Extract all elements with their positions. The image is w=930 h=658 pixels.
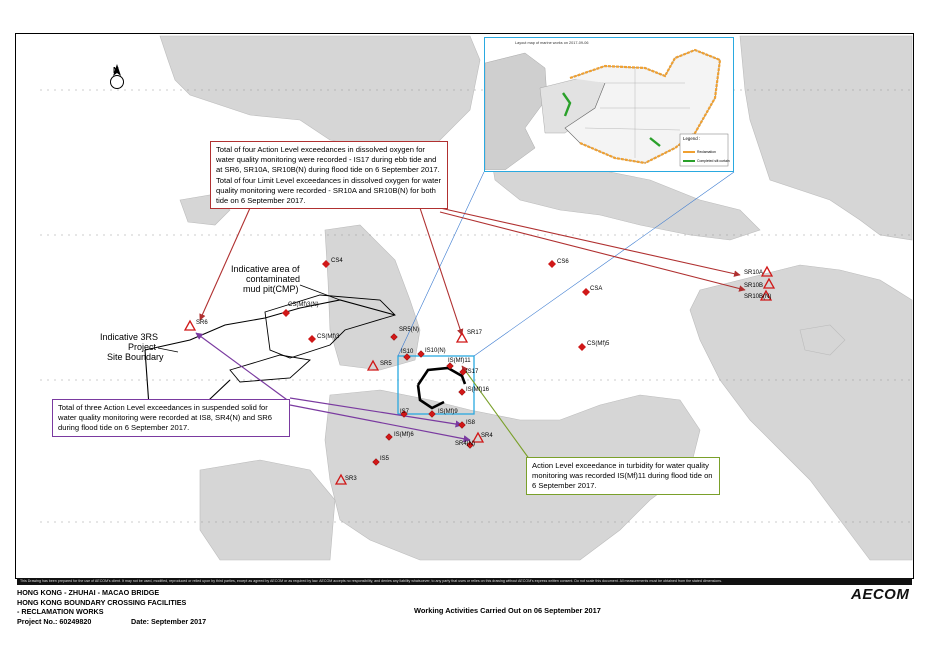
drawing-title: Working Activities Carried Out on 06 September 2017 [414,606,601,615]
turbidity-callout [526,457,720,495]
inset-legend-title: Legend : [683,136,701,141]
station-label-IS-Mf-6: IS(Mf)6 [394,432,414,438]
station-label-IS17: IS17 [466,369,479,375]
station-label-IS-Mf-16: IS(Mf)16 [466,387,490,393]
inset-legend-reclamation: Reclamation [697,150,716,154]
land-east-island [690,265,912,560]
station-label-SR10B-N: SR10B(N) [744,294,772,300]
cmp-note-line3: mud pit(CMP) [243,284,299,294]
station-label-IS-Mf-11: IS(Mf)11 [448,358,471,364]
cmp-note-line2: contaminated [246,274,301,284]
project-title-line2: HONG KONG BOUNDARY CROSSING FACILITIES [17,597,187,607]
reclamation-works-outline [418,368,465,408]
north-label: N [113,66,119,75]
station-label-IS10: IS10 [401,349,414,355]
station-marker-sr6 [185,321,195,330]
station-label-CSA: CSA [590,286,603,292]
station-label-SR4-N: SR4(N) [455,441,476,447]
inset-legend-silt-curtain: Completed silt curtain [697,159,730,163]
station-label-SR5-N: SR5(N) [399,327,420,333]
aecom-logo: AECOM [851,586,910,603]
station-label-CS-Mf-5: CS(Mf)5 [587,341,610,347]
turbidity-callout-text: Action Level exceedance in turbidity for water quality monitoring was recorded IS(Mf)11 during flood tide on 6 September 2017. [532,461,713,491]
land-north-left [160,36,480,150]
station-label-CS-Mf-3-N: CS(Mf)3(N) [288,302,319,308]
ss-callout [52,399,290,437]
station-marker-csmf3n [282,309,290,317]
inset-land-left [485,53,547,170]
project-title-line1: HONG KONG - ZHUHAI - MACAO BRIDGE [17,588,160,597]
station-label-SR6: SR6 [196,320,208,326]
station-marker-ismf16 [459,389,466,396]
do-callout-text: Total of four Action Level exceedances in dissolved oxygen for water quality monitoring were recorded - IS17 during ebb tide and at SR6, SR10A, SR10B(N) during flood tide on 6 September 2017. Total of four Limit Level exceedances in dissolved oxygen for water quality monitoring were recorded - SR10A and SR10B(N) for both tide on 6 September 2017. [216,145,441,206]
station-label-SR3: SR3 [345,476,357,482]
project-title-line3: - RECLAMATION WORKS [17,607,104,617]
lantau-west [200,460,335,560]
ss-callout-text: Total of three Action Level exceedances in suspended solid for water quality monitoring were recorded at IS8, SR4(N) and SR6 during flood tide on 6 September 2017. [58,403,272,433]
station-marker-cs6 [548,260,556,268]
station-label-IS10-N: IS10(N) [425,348,446,354]
land-north-right [740,36,912,240]
site-note-line2: Project [128,342,157,352]
station-marker-csmf5 [578,343,586,351]
station-label-CS6: CS6 [557,259,569,265]
disclaimer-strip: This Drawing has been prepared for the use of AECOM's client. It may not be used, modified, reproduced or relied upon by third parties, except as agreed by AECOM or as required by law. AECOM accepts no responsibility, and denies any liability whatsoever, to any party that uses or relies on this drawing without AECOM's express written consent. Do not scale this document. All measurements must be obtained from the stated dimensions. [17,578,912,585]
station-label-SR5: SR5 [380,361,392,367]
site-note-line1: Indicative 3RS [100,332,159,342]
station-marker-csmf3 [308,335,316,343]
station-label-CS4: CS4 [331,258,343,264]
cmp-note-line1: Indicative area of [231,264,300,274]
station-label-SR17: SR17 [467,330,483,336]
station-label-SR10A: SR10A [744,270,764,276]
inset-map-drawing [485,38,732,170]
do-callout [210,141,448,209]
station-label-IS5: IS5 [380,456,390,462]
inset-map [484,37,734,172]
station-marker-csa [582,288,590,296]
station-label-SR4: SR4 [481,433,493,439]
site-note-line3: Site Boundary [107,352,164,362]
station-label-IS8: IS8 [466,420,476,426]
project-number: Project No.: 60249820 [17,617,92,626]
station-label-CS-Mf-3: CS(Mf)3 [317,334,340,340]
drawing-date: Date: September 2017 [131,617,207,626]
title-block-left [17,588,186,617]
station-label-SR10B: SR10B [744,283,764,289]
station-label-IS7: IS7 [400,409,410,415]
inset-title: Layout map of marine works on 2017-09-06 [515,41,589,45]
station-label-IS-Mf-9: IS(Mf)9 [438,409,458,415]
